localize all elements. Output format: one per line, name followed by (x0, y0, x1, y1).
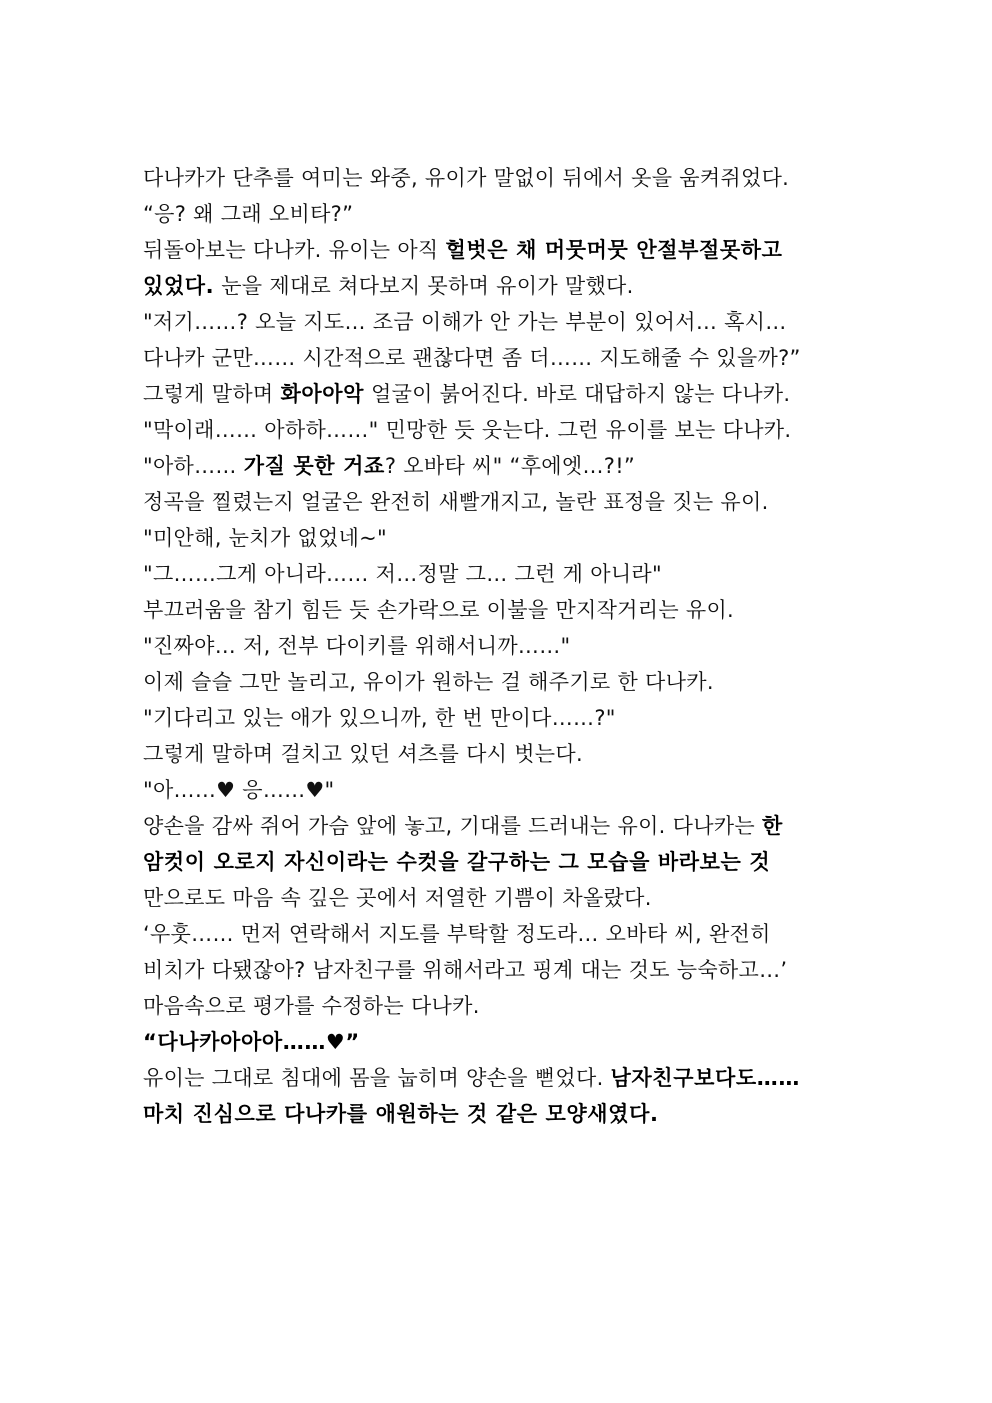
text-segment: 얼굴이 붉어진다. 바로 대답하지 않는 다나카. (364, 382, 791, 406)
bold-text-segment: 한 (761, 814, 783, 838)
text-line (143, 664, 863, 700)
text-line (143, 844, 863, 880)
bold-text-segment: 마치 진심으로 다나카를 애원하는 것 같은 모양새였다. (143, 1102, 659, 1126)
text-segment: 다나카 군만…… 시간적으로 괜찮다면 좀 더…… 지도해줄 수 있을까?” (143, 346, 801, 370)
text-segment: 그렇게 말하며 (143, 382, 281, 406)
text-segment: 부끄러움을 참기 힘든 듯 손가락으로 이불을 만지작거리는 유이. (143, 598, 735, 622)
text-segment: 다나카가 단추를 여미는 와중, 유이가 말없이 뒤에서 옷을 움켜쥐었다. (143, 166, 790, 190)
bold-text-segment: 가질 못한 거죠 (243, 454, 385, 478)
text-line (143, 376, 863, 412)
text-line (143, 268, 863, 304)
text-segment: “응? 왜 그래 오비타?” (143, 202, 354, 226)
text-segment: 양손을 감싸 쥐어 가슴 앞에 놓고, 기대를 드러내는 유이. 다나카는 (143, 814, 762, 838)
text-line (143, 880, 863, 916)
bold-text-segment: 화아아악 (280, 382, 365, 406)
text-line (143, 808, 863, 844)
text-segment: 뒤돌아보는 다나카. 유이는 아직 (143, 238, 446, 262)
text-segment: "그……그게 아니라…… 저…정말 그… 그런 게 아니라" (143, 562, 662, 586)
text-segment: ? 오바타 씨" “후에엣…?!” (384, 454, 636, 478)
text-line (143, 520, 863, 556)
text-line (143, 988, 863, 1024)
text-line (143, 160, 863, 196)
text-line (143, 340, 863, 376)
text-segment: "기다리고 있는 애가 있으니까, 한 번 만이다……?" (143, 706, 616, 730)
text-line (143, 412, 863, 448)
text-segment: "저기……? 오늘 지도… 조금 이해가 안 가는 부분이 있어서… 혹시… (143, 310, 787, 334)
text-line (143, 1060, 863, 1096)
bold-text-segment: 헐벗은 채 머뭇머뭇 안절부절못하고 (445, 238, 783, 262)
text-line (143, 556, 863, 592)
text-line (143, 1096, 863, 1132)
text-line (143, 628, 863, 664)
text-segment: 비치가 다됐잖아? 남자친구를 위해서라고 핑계 대는 것도 능숙하고…’ (143, 958, 788, 982)
text-segment: "막이래…… 아하하……" 민망한 듯 웃는다. 그런 유이를 보는 다나카. (143, 418, 792, 442)
bold-text-segment: 있었다. (143, 274, 215, 298)
text-segment: "미안해, 눈치가 없었네~" (143, 526, 388, 550)
text-segment: "아……♥ 응……♥" (143, 778, 335, 802)
text-segment: "진짜야… 저, 전부 다이키를 위해서니까……" (143, 634, 571, 658)
text-segment: 유이는 그대로 침대에 몸을 눕히며 양손을 뻗었다. (143, 1066, 611, 1090)
text-line (143, 232, 863, 268)
text-segment: 그렇게 말하며 걸치고 있던 셔츠를 다시 벗는다. (143, 742, 583, 766)
text-line (143, 592, 863, 628)
text-segment: 정곡을 찔렸는지 얼굴은 완전히 새빨개지고, 놀란 표정을 짓는 유이. (143, 490, 769, 514)
text-line (143, 1024, 863, 1060)
text-line (143, 772, 863, 808)
text-segment: 눈을 제대로 쳐다보지 못하며 유이가 말했다. (214, 274, 634, 298)
text-line (143, 484, 863, 520)
bold-text-segment: 암컷이 오로지 자신이라는 수컷을 갈구하는 그 모습을 바라보는 것 (143, 850, 771, 874)
text-segment: 이제 슬슬 그만 놀리고, 유이가 원하는 걸 해주기로 한 다나카. (143, 670, 714, 694)
text-line (143, 952, 863, 988)
bold-text-segment: “다나카아아아……♥” (143, 1030, 360, 1054)
text-line (143, 448, 863, 484)
story-text (143, 160, 863, 1132)
text-segment: 마음속으로 평가를 수정하는 다나카. (143, 994, 480, 1018)
text-line (143, 736, 863, 772)
text-line (143, 196, 863, 232)
text-segment: 만으로도 마음 속 깊은 곳에서 저열한 기쁨이 차올랐다. (143, 886, 652, 910)
bold-text-segment: 남자친구보다도…… (610, 1066, 800, 1090)
text-line (143, 304, 863, 340)
text-line (143, 700, 863, 736)
text-segment: ‘우훗…… 먼저 연락해서 지도를 부탁할 정도라… 오바타 씨, 완전히 (143, 922, 771, 946)
text-segment: "아하…… (143, 454, 244, 478)
text-line (143, 916, 863, 952)
